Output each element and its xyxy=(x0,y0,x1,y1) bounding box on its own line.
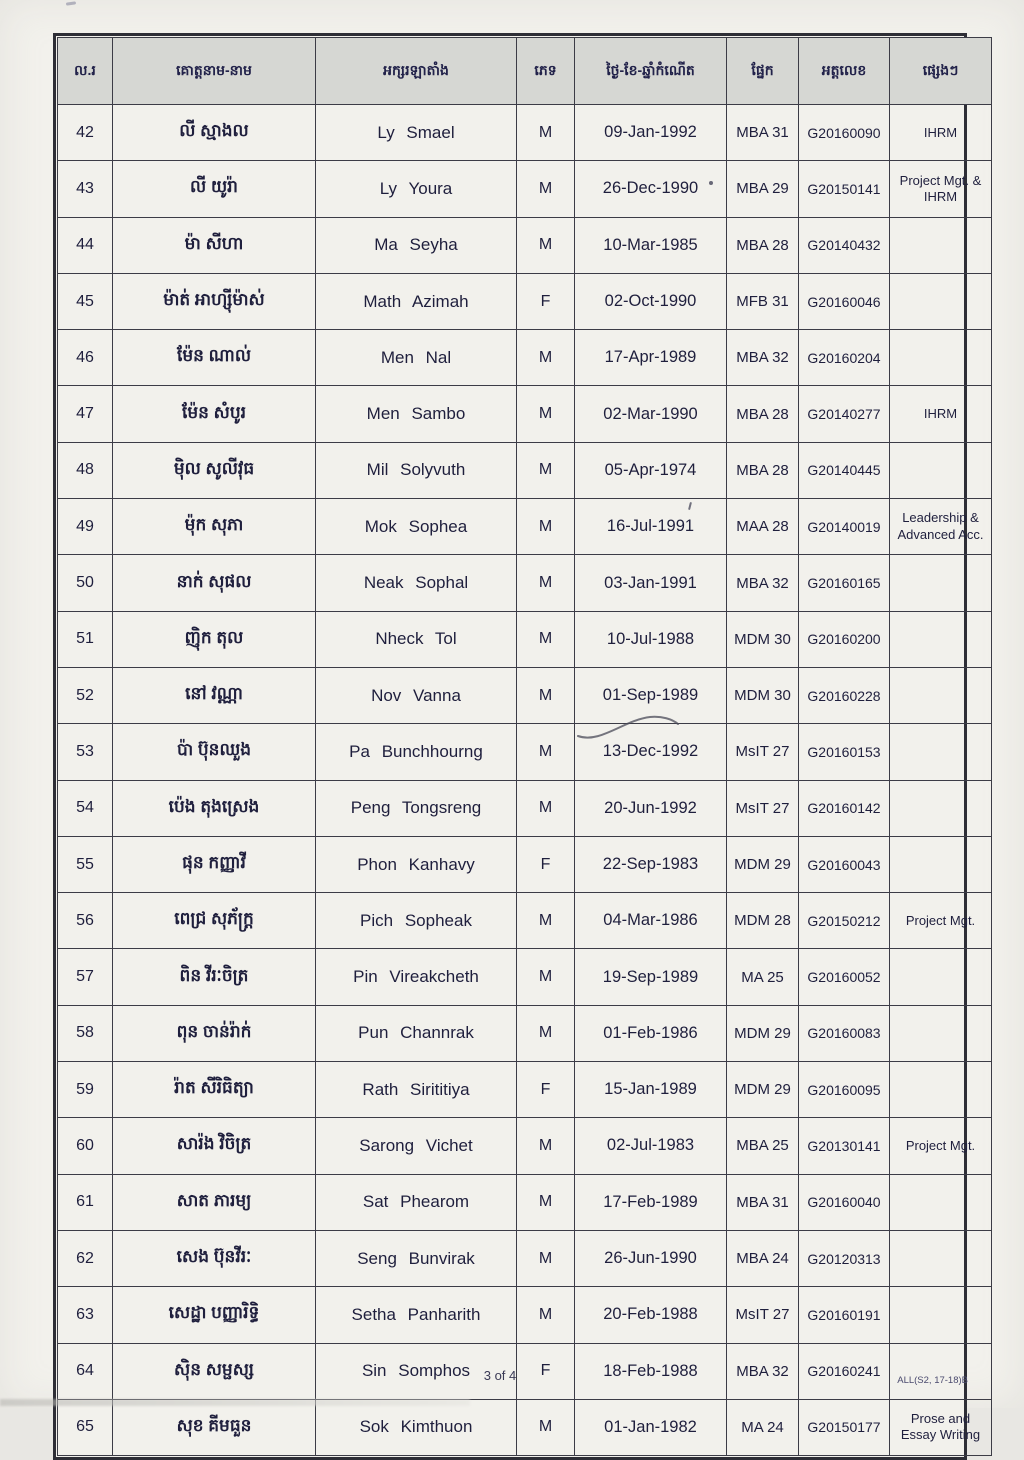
cell-dob: 13-Dec-1992 xyxy=(575,724,727,780)
cell-khmer_name: ពុន ចាន់រ៉ាក់ xyxy=(113,1005,316,1061)
table-row xyxy=(58,330,992,386)
cell-remark: Prose and Essay Writing xyxy=(890,1399,992,1455)
cell-dob: 16-Jul-1991 xyxy=(575,499,727,555)
cell-dob: 01-Sep-1989 xyxy=(575,667,727,723)
cell-khmer_name: សារ៉ង វិចិត្រ xyxy=(113,1118,316,1174)
cell-remark: IHRM xyxy=(890,105,992,161)
cell-khmer_name: ម៉ែន ណាល់ xyxy=(113,330,316,386)
cell-latin_name: Pa Bunchhourng xyxy=(316,724,517,780)
cell-latin_name: Neak Sophal xyxy=(316,555,517,611)
cell-gender: M xyxy=(517,893,575,949)
cell-id: G20160200 xyxy=(799,611,890,667)
cell-remark xyxy=(890,555,992,611)
cell-latin_name: Sat Phearom xyxy=(316,1174,517,1230)
table-row xyxy=(58,949,992,1005)
cell-no: 63 xyxy=(58,1287,113,1343)
cell-section: MDM 29 xyxy=(727,1062,799,1118)
cell-dob: 19-Sep-1989 xyxy=(575,949,727,1005)
cell-no: 56 xyxy=(58,893,113,949)
table-row xyxy=(58,1287,992,1343)
cell-khmer_name: លី យូរ៉ា xyxy=(113,161,316,217)
cell-remark: IHRM xyxy=(890,386,992,442)
cell-gender: M xyxy=(517,667,575,723)
cell-khmer_name: ផុន កញ្ញាវី xyxy=(113,836,316,892)
cell-no: 42 xyxy=(58,105,113,161)
cell-gender: M xyxy=(517,724,575,780)
cell-remark xyxy=(890,836,992,892)
table-row xyxy=(58,217,992,273)
cell-remark xyxy=(890,1174,992,1230)
cell-id: G20150141 xyxy=(799,161,890,217)
cell-dob: 15-Jan-1989 xyxy=(575,1062,727,1118)
roster-table-frame xyxy=(53,33,984,1460)
cell-gender: M xyxy=(517,499,575,555)
column-header-dob: ថ្ងៃ-ខែ-ឆ្នាំកំណើត xyxy=(575,38,727,105)
cell-latin_name: Peng Tongsreng xyxy=(316,780,517,836)
scan-edge-artifact xyxy=(0,1399,470,1406)
cell-latin_name: Ma Seyha xyxy=(316,217,517,273)
cell-gender: M xyxy=(517,217,575,273)
cell-latin_name: Sarong Vichet xyxy=(316,1118,517,1174)
cell-dob: 03-Jan-1991 xyxy=(575,555,727,611)
cell-id: G20140432 xyxy=(799,217,890,273)
cell-khmer_name: នៅ វណ្ណា xyxy=(113,667,316,723)
cell-khmer_name: សុខ គីមធួន xyxy=(113,1399,316,1455)
cell-section: MBA 29 xyxy=(727,161,799,217)
cell-dob: 04-Mar-1986 xyxy=(575,893,727,949)
cell-no: 49 xyxy=(58,499,113,555)
cell-latin_name: Sin Somphos xyxy=(316,1343,517,1399)
table-row xyxy=(58,724,992,780)
cell-gender: M xyxy=(517,1230,575,1286)
cell-dob: 09-Jan-1992 xyxy=(575,105,727,161)
table-row xyxy=(58,836,992,892)
cell-khmer_name: ម៉ិល សូលីវុធ xyxy=(113,442,316,498)
cell-gender: M xyxy=(517,1118,575,1174)
cell-remark xyxy=(890,1343,992,1399)
cell-dob: 20-Jun-1992 xyxy=(575,780,727,836)
cell-latin_name: Rath Sirititiya xyxy=(316,1062,517,1118)
cell-no: 65 xyxy=(58,1399,113,1455)
cell-khmer_name: នាក់ សុផល xyxy=(113,555,316,611)
cell-khmer_name: សេដ្ឋា បញ្ញារិទ្ធិ xyxy=(113,1287,316,1343)
cell-section: MBA 31 xyxy=(727,1174,799,1230)
cell-gender: F xyxy=(517,1062,575,1118)
cell-id: G20140445 xyxy=(799,442,890,498)
cell-no: 46 xyxy=(58,330,113,386)
cell-id: G20140277 xyxy=(799,386,890,442)
cell-khmer_name: ម៉ែន សំបូរ xyxy=(113,386,316,442)
cell-remark xyxy=(890,217,992,273)
cell-khmer_name: លី ស្មាងល xyxy=(113,105,316,161)
cell-dob: 01-Feb-1986 xyxy=(575,1005,727,1061)
cell-no: 61 xyxy=(58,1174,113,1230)
cell-khmer_name: ម៉ុក សុភា xyxy=(113,499,316,555)
cell-section: MsIT 27 xyxy=(727,724,799,780)
table-row xyxy=(58,1118,992,1174)
cell-no: 44 xyxy=(58,217,113,273)
cell-no: 64 xyxy=(58,1343,113,1399)
cell-id: G20160052 xyxy=(799,949,890,1005)
cell-section: MBA 31 xyxy=(727,105,799,161)
cell-no: 57 xyxy=(58,949,113,1005)
cell-latin_name: Ly Smael xyxy=(316,105,517,161)
cell-dob: 02-Oct-1990 xyxy=(575,273,727,329)
cell-section: MDM 30 xyxy=(727,611,799,667)
cell-gender: F xyxy=(517,836,575,892)
cell-section: MA 25 xyxy=(727,949,799,1005)
cell-section: MBA 24 xyxy=(727,1230,799,1286)
table-row xyxy=(58,1062,992,1118)
table-row xyxy=(58,1174,992,1230)
cell-dob: 05-Apr-1974 xyxy=(575,442,727,498)
cell-khmer_name: រ៉ាត សីរិធិត្យា xyxy=(113,1062,316,1118)
cell-remark xyxy=(890,1230,992,1286)
cell-section: MBA 32 xyxy=(727,555,799,611)
cell-khmer_name: ប៉េង តុងស្រេង xyxy=(113,780,316,836)
cell-no: 48 xyxy=(58,442,113,498)
cell-remark xyxy=(890,1287,992,1343)
table-body xyxy=(58,105,992,1456)
cell-latin_name: Men Sambo xyxy=(316,386,517,442)
cell-section: MDM 30 xyxy=(727,667,799,723)
cell-latin_name: Math Azimah xyxy=(316,273,517,329)
cell-khmer_name: ម៉ា សីហា xyxy=(113,217,316,273)
cell-dob: 22-Sep-1983 xyxy=(575,836,727,892)
cell-gender: M xyxy=(517,442,575,498)
cell-id: G20160090 xyxy=(799,105,890,161)
cell-id: G20160191 xyxy=(799,1287,890,1343)
cell-dob: 17-Apr-1989 xyxy=(575,330,727,386)
table-row xyxy=(58,780,992,836)
cell-section: MDM 29 xyxy=(727,1005,799,1061)
cell-dob: 17-Feb-1989 xyxy=(575,1174,727,1230)
cell-section: MFB 31 xyxy=(727,273,799,329)
cell-id: G20160165 xyxy=(799,555,890,611)
cell-dob: 10-Mar-1985 xyxy=(575,217,727,273)
cell-no: 52 xyxy=(58,667,113,723)
cell-remark: Project Mgt. xyxy=(890,893,992,949)
cell-id: G20160153 xyxy=(799,724,890,780)
cell-khmer_name: សេង ប៊ុនវីរៈ xyxy=(113,1230,316,1286)
cell-id: G20160095 xyxy=(799,1062,890,1118)
cell-id: G20140019 xyxy=(799,499,890,555)
table-row xyxy=(58,105,992,161)
column-header-section: ផ្នែក xyxy=(727,38,799,105)
table-row xyxy=(58,1230,992,1286)
cell-khmer_name: សាត ភារម្យ xyxy=(113,1174,316,1230)
cell-khmer_name: ម៉ាត់ អាហ្ស៊ីម៉ាស់ xyxy=(113,273,316,329)
cell-latin_name: Pin Vireakcheth xyxy=(316,949,517,1005)
cell-no: 45 xyxy=(58,273,113,329)
cell-id: G20130141 xyxy=(799,1118,890,1174)
cell-id: G20160043 xyxy=(799,836,890,892)
cell-no: 62 xyxy=(58,1230,113,1286)
cell-section: MsIT 27 xyxy=(727,1287,799,1343)
cell-remark xyxy=(890,1062,992,1118)
roster-table xyxy=(57,37,992,1456)
cell-gender: M xyxy=(517,1287,575,1343)
cell-section: MA 24 xyxy=(727,1399,799,1455)
cell-remark: Leadership & Advanced Acc. xyxy=(890,499,992,555)
cell-section: MBA 32 xyxy=(727,1343,799,1399)
table-row xyxy=(58,555,992,611)
cell-latin_name: Mil Solyvuth xyxy=(316,442,517,498)
cell-latin_name: Phon Kanhavy xyxy=(316,836,517,892)
cell-gender: M xyxy=(517,611,575,667)
cell-remark xyxy=(890,780,992,836)
cell-latin_name: Mok Sophea xyxy=(316,499,517,555)
cell-remark xyxy=(890,442,992,498)
cell-gender: M xyxy=(517,161,575,217)
cell-latin_name: Ly Youra xyxy=(316,161,517,217)
cell-id: G20160142 xyxy=(799,780,890,836)
cell-no: 53 xyxy=(58,724,113,780)
cell-dob: 02-Mar-1990 xyxy=(575,386,727,442)
column-header-latin_name: អក្សរឡាតាំង xyxy=(316,38,517,105)
cell-section: MBA 28 xyxy=(727,386,799,442)
table-row xyxy=(58,667,992,723)
cell-gender: F xyxy=(517,273,575,329)
column-header-gender: ភេទ xyxy=(517,38,575,105)
cell-gender: F xyxy=(517,1343,575,1399)
cell-remark: Project Mgt. xyxy=(890,1118,992,1174)
cell-no: 47 xyxy=(58,386,113,442)
column-header-khmer_name: គោត្តនាម-នាម xyxy=(113,38,316,105)
table-row xyxy=(58,611,992,667)
cell-remark xyxy=(890,724,992,780)
cell-id: G20160083 xyxy=(799,1005,890,1061)
cell-remark xyxy=(890,949,992,1005)
table-row xyxy=(58,273,992,329)
cell-id: G20160204 xyxy=(799,330,890,386)
cell-dob: 18-Feb-1988 xyxy=(575,1343,727,1399)
table-row xyxy=(58,386,992,442)
table-header xyxy=(58,38,992,105)
page-number: 3 of 4 xyxy=(483,1368,517,1383)
header-row xyxy=(58,38,992,105)
table-row xyxy=(58,1005,992,1061)
cell-no: 60 xyxy=(58,1118,113,1174)
cell-remark xyxy=(890,611,992,667)
cell-latin_name: Nheck Tol xyxy=(316,611,517,667)
cell-no: 59 xyxy=(58,1062,113,1118)
cell-gender: M xyxy=(517,330,575,386)
cell-remark xyxy=(890,1005,992,1061)
cell-section: MDM 28 xyxy=(727,893,799,949)
cell-section: MBA 25 xyxy=(727,1118,799,1174)
cell-dob: 20-Feb-1988 xyxy=(575,1287,727,1343)
cell-no: 55 xyxy=(58,836,113,892)
cell-gender: M xyxy=(517,555,575,611)
cell-khmer_name: ញ៉ិក តុល xyxy=(113,611,316,667)
cell-latin_name: Pich Sopheak xyxy=(316,893,517,949)
cell-id: G20160228 xyxy=(799,667,890,723)
cell-section: MBA 28 xyxy=(727,442,799,498)
cell-latin_name: Setha Panharith xyxy=(316,1287,517,1343)
cell-id: G20150212 xyxy=(799,893,890,949)
cell-khmer_name: ស៊ិន សម្ផស្ស xyxy=(113,1343,316,1399)
cell-dob: 02-Jul-1983 xyxy=(575,1118,727,1174)
cell-no: 43 xyxy=(58,161,113,217)
cell-id: G20160046 xyxy=(799,273,890,329)
cell-gender: M xyxy=(517,1174,575,1230)
cell-latin_name: Pun Channrak xyxy=(316,1005,517,1061)
column-header-remark: ផ្សេងៗ xyxy=(890,38,992,105)
cell-dob: 26-Jun-1990 xyxy=(575,1230,727,1286)
document-reference: ALL(S2, 17-18)B xyxy=(897,1375,968,1386)
cell-latin_name: Sok Kimthuon xyxy=(316,1399,517,1455)
cell-khmer_name: ពេជ្រ សុភ័ក្ត្រ xyxy=(113,893,316,949)
cell-id: G20160241 xyxy=(799,1343,890,1399)
cell-id: G20160040 xyxy=(799,1174,890,1230)
cell-id: G20150177 xyxy=(799,1399,890,1455)
cell-latin_name: Men Nal xyxy=(316,330,517,386)
cell-gender: M xyxy=(517,386,575,442)
table-row xyxy=(58,161,992,217)
cell-dob: 01-Jan-1982 xyxy=(575,1399,727,1455)
table-row xyxy=(58,499,992,555)
cell-no: 51 xyxy=(58,611,113,667)
cell-gender: M xyxy=(517,780,575,836)
cell-section: MAA 28 xyxy=(727,499,799,555)
cell-gender: M xyxy=(517,1399,575,1455)
table-row xyxy=(58,442,992,498)
table-row xyxy=(58,1399,992,1455)
column-header-no: ល.រ xyxy=(58,38,113,105)
cell-remark xyxy=(890,330,992,386)
cell-gender: M xyxy=(517,1005,575,1061)
cell-dob: 26-Dec-1990 xyxy=(575,161,727,217)
cell-gender: M xyxy=(517,105,575,161)
cell-khmer_name: ពិន វីរៈចិត្រ xyxy=(113,949,316,1005)
cell-remark xyxy=(890,667,992,723)
cell-latin_name: Nov Vanna xyxy=(316,667,517,723)
cell-no: 58 xyxy=(58,1005,113,1061)
scan-artifact xyxy=(66,1,76,5)
cell-remark: Project Mgt. & IHRM xyxy=(890,161,992,217)
cell-khmer_name: ប៉ា ប៊ុនឈួង xyxy=(113,724,316,780)
cell-latin_name: Seng Bunvirak xyxy=(316,1230,517,1286)
cell-remark xyxy=(890,273,992,329)
cell-id: G20120313 xyxy=(799,1230,890,1286)
column-header-id: អត្តលេខ xyxy=(799,38,890,105)
cell-section: MDM 29 xyxy=(727,836,799,892)
cell-section: MBA 28 xyxy=(727,217,799,273)
cell-dob: 10-Jul-1988 xyxy=(575,611,727,667)
cell-section: MsIT 27 xyxy=(727,780,799,836)
cell-no: 54 xyxy=(58,780,113,836)
table-row xyxy=(58,893,992,949)
cell-section: MBA 32 xyxy=(727,330,799,386)
cell-gender: M xyxy=(517,949,575,1005)
cell-no: 50 xyxy=(58,555,113,611)
